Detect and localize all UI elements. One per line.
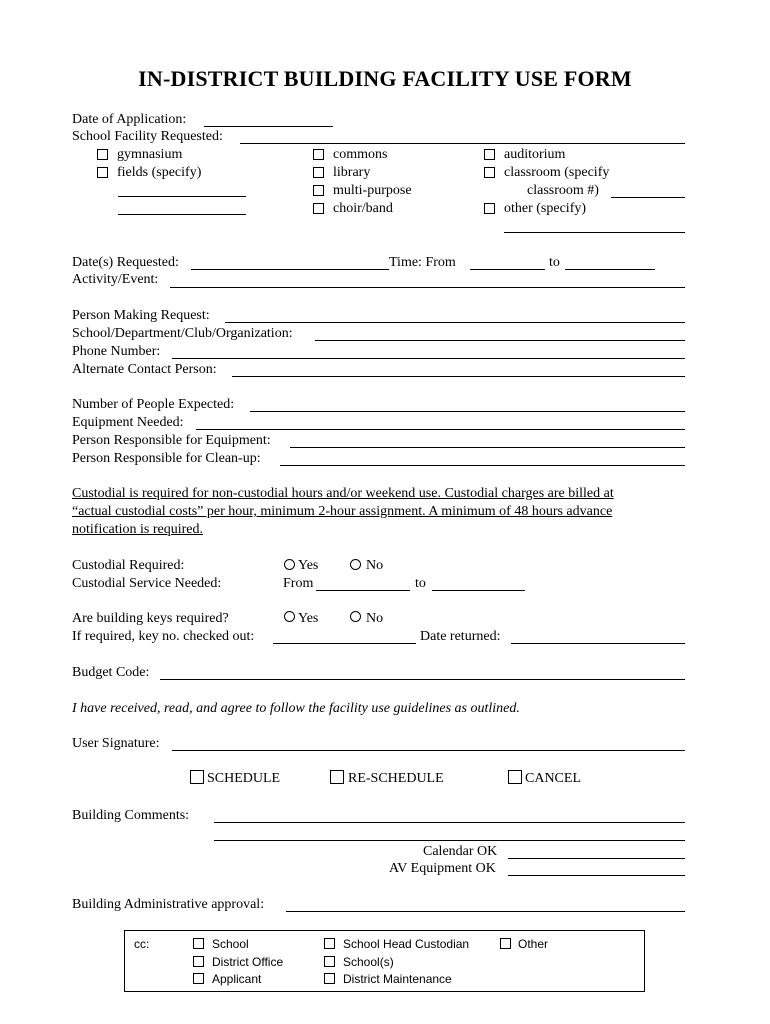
library-label: library — [333, 165, 371, 180]
form-title: IN-DISTRICT BUILDING FACILITY USE FORM — [138, 66, 632, 91]
fields-label: fields (specify) — [117, 165, 202, 180]
choir-band-label: choir/band — [333, 201, 393, 216]
cc-schools-checkbox[interactable] — [324, 956, 335, 967]
agreement-statement: I have received, read, and agree to follow the facility use guidelines as outlined. — [72, 701, 520, 716]
fields-checkbox[interactable] — [97, 167, 108, 178]
cc-school-label: School — [212, 937, 249, 951]
cancel-checkbox[interactable] — [508, 770, 522, 784]
person-cleanup-label: Person Responsible for Clean-up: — [72, 451, 261, 466]
calendar-ok-label: Calendar OK — [423, 844, 498, 859]
cc-other-label: Other — [518, 937, 549, 951]
classroom-number-label: classroom #) — [527, 183, 599, 198]
custodial-from-label: From — [283, 576, 314, 591]
schedule-checkbox[interactable] — [190, 770, 204, 784]
cc-school-checkbox[interactable] — [193, 938, 204, 949]
cc-schools-label: School(s) — [343, 955, 394, 969]
custodial-no-radio[interactable] — [350, 559, 361, 570]
auditorium-label: auditorium — [504, 147, 566, 162]
keys-yes-label: Yes — [298, 611, 319, 626]
person-equipment-label: Person Responsible for Equipment: — [72, 433, 271, 448]
cc-district-maintenance-checkbox[interactable] — [324, 973, 335, 984]
custodial-notice-line-3: notification is required. — [72, 522, 204, 537]
phone-number-label: Phone Number: — [72, 344, 161, 359]
library-checkbox[interactable] — [313, 167, 324, 178]
custodial-required-label: Custodial Required: — [72, 558, 185, 573]
custodial-from-field[interactable] — [316, 590, 410, 591]
dates-requested-field[interactable] — [191, 269, 389, 270]
keys-no-radio[interactable] — [350, 611, 361, 622]
key-checked-out-label: If required, key no. checked out: — [72, 629, 255, 644]
date-of-application-field[interactable] — [204, 126, 333, 127]
cc-district-office-checkbox[interactable] — [193, 956, 204, 967]
custodial-service-label: Custodial Service Needed: — [72, 576, 222, 591]
av-equipment-ok-field[interactable] — [508, 875, 685, 876]
person-making-request-field[interactable] — [225, 322, 685, 323]
fields-specify-line-1[interactable] — [118, 196, 246, 197]
av-equipment-ok-label: AV Equipment OK — [389, 861, 496, 876]
keys-yes-radio[interactable] — [284, 611, 295, 622]
reschedule-checkbox[interactable] — [330, 770, 344, 784]
cancel-label: CANCEL — [525, 771, 581, 786]
multipurpose-checkbox[interactable] — [313, 185, 324, 196]
cc-applicant-label: Applicant — [212, 972, 262, 986]
equipment-needed-field[interactable] — [196, 429, 685, 430]
custodial-yes-radio[interactable] — [284, 559, 295, 570]
cc-applicant-checkbox[interactable] — [193, 973, 204, 984]
cc-district-office-label: District Office — [212, 955, 284, 969]
multipurpose-label: multi-purpose — [333, 183, 412, 198]
time-from-label: Time: From — [389, 255, 456, 270]
alternate-contact-label: Alternate Contact Person: — [72, 362, 217, 377]
custodial-to-field[interactable] — [432, 590, 525, 591]
reschedule-label: RE-SCHEDULE — [348, 771, 444, 786]
number-people-field[interactable] — [250, 411, 685, 412]
admin-approval-label: Building Administrative approval: — [72, 897, 265, 912]
budget-code-field[interactable] — [160, 679, 685, 680]
building-comments-line-2[interactable] — [214, 840, 685, 841]
other-facility-field[interactable] — [504, 232, 685, 233]
cc-label: cc: — [134, 937, 150, 951]
key-checked-out-field[interactable] — [273, 643, 416, 644]
school-department-label: School/Department/Club/Organization: — [72, 326, 293, 341]
school-department-field[interactable] — [315, 340, 685, 341]
admin-approval-field[interactable] — [286, 911, 685, 912]
activity-event-field[interactable] — [170, 287, 685, 288]
auditorium-checkbox[interactable] — [484, 149, 495, 160]
activity-event-label: Activity/Event: — [72, 272, 159, 287]
school-facility-requested-label: School Facility Requested: — [72, 129, 223, 144]
alternate-contact-field[interactable] — [232, 376, 685, 377]
cc-district-maintenance-label: District Maintenance — [343, 972, 452, 986]
number-people-label: Number of People Expected: — [72, 397, 235, 412]
other-facility-label: other (specify) — [504, 201, 587, 216]
time-to-label: to — [549, 255, 560, 270]
classroom-label: classroom (specify — [504, 165, 610, 180]
cc-head-custodian-checkbox[interactable] — [324, 938, 335, 949]
budget-code-label: Budget Code: — [72, 665, 150, 680]
phone-number-field[interactable] — [172, 358, 685, 359]
time-from-field[interactable] — [470, 269, 545, 270]
schedule-label: SCHEDULE — [207, 771, 281, 786]
cc-head-custodian-label: School Head Custodian — [343, 937, 470, 951]
person-equipment-field[interactable] — [290, 447, 685, 448]
gymnasium-checkbox[interactable] — [97, 149, 108, 160]
building-comments-label: Building Comments: — [72, 808, 190, 823]
classroom-number-field[interactable] — [611, 197, 685, 198]
custodial-yes-label: Yes — [298, 558, 319, 573]
user-signature-label: User Signature: — [72, 736, 160, 751]
keys-no-label: No — [366, 611, 384, 626]
equipment-needed-label: Equipment Needed: — [72, 415, 184, 430]
building-comments-line-1[interactable] — [214, 822, 685, 823]
custodial-to-label: to — [415, 576, 426, 591]
user-signature-field[interactable] — [172, 750, 685, 751]
cc-other-checkbox[interactable] — [500, 938, 511, 949]
commons-label: commons — [333, 147, 388, 162]
classroom-checkbox[interactable] — [484, 167, 495, 178]
custodial-no-label: No — [366, 558, 384, 573]
dates-requested-label: Date(s) Requested: — [72, 255, 179, 270]
time-to-field[interactable] — [565, 269, 655, 270]
gymnasium-label: gymnasium — [117, 147, 183, 162]
choir-band-checkbox[interactable] — [313, 203, 324, 214]
calendar-ok-field[interactable] — [508, 858, 685, 859]
date-of-application-label: Date of Application: — [72, 112, 187, 127]
commons-checkbox[interactable] — [313, 149, 324, 160]
person-making-request-label: Person Making Request: — [72, 308, 210, 323]
fields-specify-line-2[interactable] — [118, 214, 246, 215]
date-returned-field[interactable] — [511, 643, 685, 644]
custodial-notice-line-1: Custodial is required for non-custodial hours and/or weekend use. Custodial charges are billed at — [72, 486, 614, 501]
date-returned-label: Date returned: — [420, 629, 501, 644]
keys-question-label: Are building keys required? — [72, 611, 229, 626]
school-facility-requested-field[interactable] — [240, 143, 685, 144]
other-facility-checkbox[interactable] — [484, 203, 495, 214]
custodial-notice-line-2: “actual custodial costs” per hour, minimum 2-hour assignment. A minimum of 48 hours advance — [72, 504, 613, 519]
person-cleanup-field[interactable] — [280, 465, 685, 466]
